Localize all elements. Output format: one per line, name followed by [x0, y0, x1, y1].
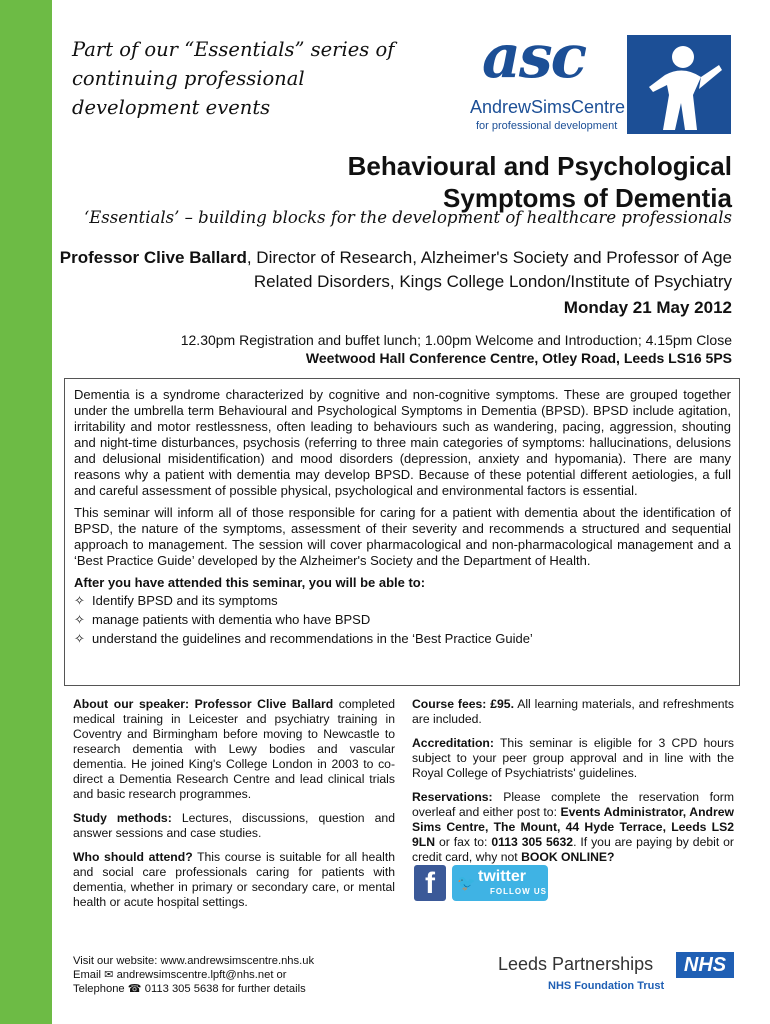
- speaker-role: , Director of Research, Alzheimer's Society and Professor of Age Related Disorders, Kings College London/Institute of Psychiatry: [246, 248, 732, 291]
- methods-text: Lectures, discussions, question and answer sessions and case studies.: [73, 811, 395, 840]
- twitter-label: twitter: [478, 868, 526, 885]
- reservations-text: Please complete the reservation form overleaf and either post to:: [412, 790, 734, 819]
- outcomes-list: [74, 593, 731, 647]
- book-online-link[interactable]: BOOK ONLINE?: [521, 850, 615, 864]
- reservations-text: or fax to:: [435, 835, 492, 849]
- fax-number: 0113 305 5632: [491, 835, 574, 849]
- follow-us-label: FOLLOW US: [490, 887, 547, 896]
- star-bullet-icon: ✧: [74, 593, 85, 608]
- title-line-1: Behavioural and Psychological: [347, 151, 732, 181]
- intro-paragraph-1: Dementia is a syndrome characterized by cognitive and non-cognitive symptoms. These are grouped together under the umbrella term Behavioural and Psychological Symptoms in Dementia (BPSD). BPSD include agitation, irritability and motor restlessness, often leading to behaviours such as wandering, pacing, aggression, shouting and night-time disturbances, psychosis (referring to three main categories of symptoms: hallucinations, delusions and delusional misidentification) and mood disorders (depression, anxiety and hypomania). There are many reasons why a patient with dementia may develop BPSD. Because of these potential different aetiologies, a full and careful assessment of possible physical, psychological and environmental factors is essential.: [74, 387, 731, 498]
- facebook-icon[interactable]: f: [414, 865, 446, 901]
- outcomes-heading: After you have attended this seminar, you will be able to:: [74, 575, 426, 590]
- speaker-name: Professor Clive Ballard: [59, 248, 247, 267]
- twitter-bird-icon: 🐦: [457, 875, 476, 892]
- partner-name: Leeds Partnerships: [498, 954, 654, 974]
- intro-box: [64, 378, 740, 686]
- event-date: Monday 21 May 2012: [563, 298, 732, 317]
- telephone-line: Telephone ☎ 0113 305 5638 for further details: [73, 983, 306, 995]
- logo-mark: asc: [482, 22, 586, 92]
- email-line[interactable]: Email ✉ andrewsimscentre.lpft@nhs.net or: [73, 969, 287, 981]
- course-fees: [412, 697, 734, 727]
- fees-text: All learning materials, and refreshments are included.: [412, 697, 734, 726]
- who-should-attend: [73, 850, 395, 910]
- list-item: [74, 593, 731, 609]
- leeds-partnerships-logo: [498, 952, 738, 998]
- logo-tagline: for professional development: [476, 120, 618, 132]
- attend-text: This course is suitable for all health and social care professionals caring for patients with dementia, whether in primary or secondary care, or mental health or acute hospital settings.: [73, 850, 395, 909]
- about-speaker: [73, 697, 395, 802]
- series-statement: Part of our “Essentials” series of continuing professional development events: [72, 38, 395, 119]
- event-venue: Weetwood Hall Conference Centre, Otley Road, Leeds LS16 5PS: [305, 350, 732, 366]
- attend-label: Who should attend?: [73, 850, 193, 864]
- star-bullet-icon: ✧: [74, 612, 85, 627]
- event-schedule: 12.30pm Registration and buffet lunch; 1.00pm Welcome and Introduction; 4.15pm Close: [180, 332, 732, 348]
- outcome-text: Identify BPSD and its symptoms: [92, 593, 278, 608]
- accreditation: [412, 736, 734, 781]
- star-bullet-icon: ✧: [74, 631, 85, 646]
- reservations-label: Reservations:: [412, 790, 493, 804]
- reservations-address: Events Administrator, Andrew Sims Centre, The Mount, 44 Hyde Terrace, Leeds LS2 9LN: [412, 805, 734, 849]
- contact-details: [73, 954, 314, 996]
- reservations-text: . If you are paying by debit or credit card, why not: [412, 835, 734, 864]
- outcome-text: understand the guidelines and recommendations in the ‘Best Practice Guide’: [92, 631, 533, 646]
- accreditation-label: Accreditation:: [412, 736, 494, 750]
- nhs-badge: NHS: [676, 952, 734, 978]
- figure-icon: [627, 35, 731, 134]
- essentials-subtitle: ‘Essentials’ – building blocks for the development of healthcare professionals: [83, 208, 732, 227]
- left-column: [73, 697, 395, 919]
- list-item: [74, 612, 731, 628]
- about-label: About our speaker: Professor Clive Ballard: [73, 697, 334, 711]
- website-link[interactable]: Visit our website: www.andrewsimscentre.nhs.uk: [73, 955, 315, 967]
- asc-logo: [462, 22, 737, 134]
- partner-trust: NHS Foundation Trust: [548, 980, 665, 992]
- fees-label: Course fees: £95.: [412, 697, 514, 711]
- list-item: [74, 631, 731, 647]
- green-sidebar: [0, 0, 52, 1024]
- accreditation-text: This seminar is eligible for 3 CPD hours subject to your peer group approval and in line with the Royal College of Psychiatrists' guidelines.: [412, 736, 734, 780]
- reservations: [412, 790, 734, 865]
- study-methods: [73, 811, 395, 841]
- page-title: [348, 150, 732, 214]
- methods-label: Study methods:: [73, 811, 172, 825]
- title-line-2: Symptoms of Dementia: [443, 183, 732, 213]
- right-column: [412, 697, 734, 874]
- event-details: [181, 331, 732, 367]
- logo-name: AndrewSimsCentre: [470, 97, 626, 117]
- about-text: completed medical training in Leicester and psychiatry training in Coventry and Birmingham before moving to Newcastle to research dementia with Lewy bodies and vascular dementia. He joined King's College London in 2003 to co-direct a Dementia Research Centre and lead clinical trials and basic research programmes.: [73, 697, 395, 801]
- outcome-text: manage patients with dementia who have BPSD: [92, 612, 371, 627]
- speaker-line: [52, 246, 732, 294]
- twitter-follow-button[interactable]: [452, 865, 548, 901]
- intro-paragraph-2: This seminar will inform all of those responsible for caring for a patient with dementia about the identification of BPSD, the nature of the symptoms, assessment of their severity and recommends a structured and sequential approach to management. The session will cover pharmacological and non-pharmacological management and a ‘Best Practice Guide’ developed by the Alzheimer's Society and the Department of Health.: [74, 505, 731, 568]
